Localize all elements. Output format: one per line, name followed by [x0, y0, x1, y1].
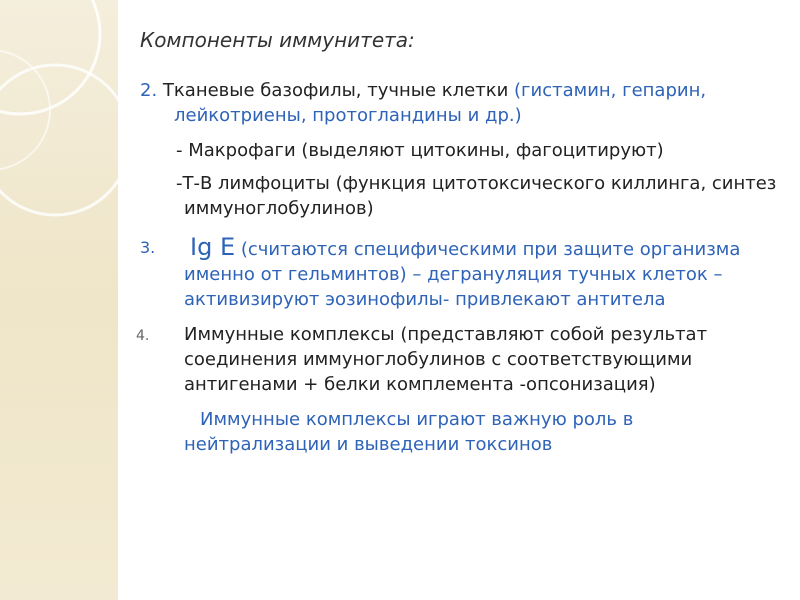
item-text: Иммунные комплексы (представляют собой результат соединения иммуноглобулинов с соответствующими антигенами + белки комплемента -опсонизация) [184, 324, 708, 395]
decorative-sidebar [0, 0, 118, 600]
ig-label: Ig E [190, 233, 236, 261]
macrophages-text: - Макрофаги (выделяют цитокины, фагоцитируют) [176, 140, 664, 161]
slide-title: Компоненты иммунитета: [140, 28, 415, 52]
item-number: 2. [140, 80, 158, 101]
macrophages-line [176, 138, 780, 163]
sidebar-rings-graphic [0, 0, 118, 600]
item-number: 3. [140, 238, 156, 257]
item-text: Тканевые базофилы, тучные клетки [162, 80, 515, 101]
list-item-4 [136, 322, 780, 397]
lymphocytes-line [176, 171, 780, 221]
slide-content [136, 78, 780, 457]
item-text-highlight: (гистамин, гепарин, лейкотриены, протогландины и др.) [174, 80, 707, 126]
item-number: 4. [136, 328, 150, 344]
list-item-3 [140, 235, 780, 312]
note-text [184, 407, 780, 457]
list-item-2 [140, 78, 780, 128]
lymphocytes-text: -Т-В лимфоциты (функция цитотоксического киллинга, синтез иммуноглобулинов) [176, 173, 777, 219]
item-text: (считаются специфическими при защите организма именно от гельминтов) – дегрануляция тучных клеток – активизируют эозинофилы- привлекают антитела [184, 239, 741, 310]
note-content: Иммунные комплексы играют важную роль в нейтрализации и выведении токсинов [184, 409, 634, 455]
